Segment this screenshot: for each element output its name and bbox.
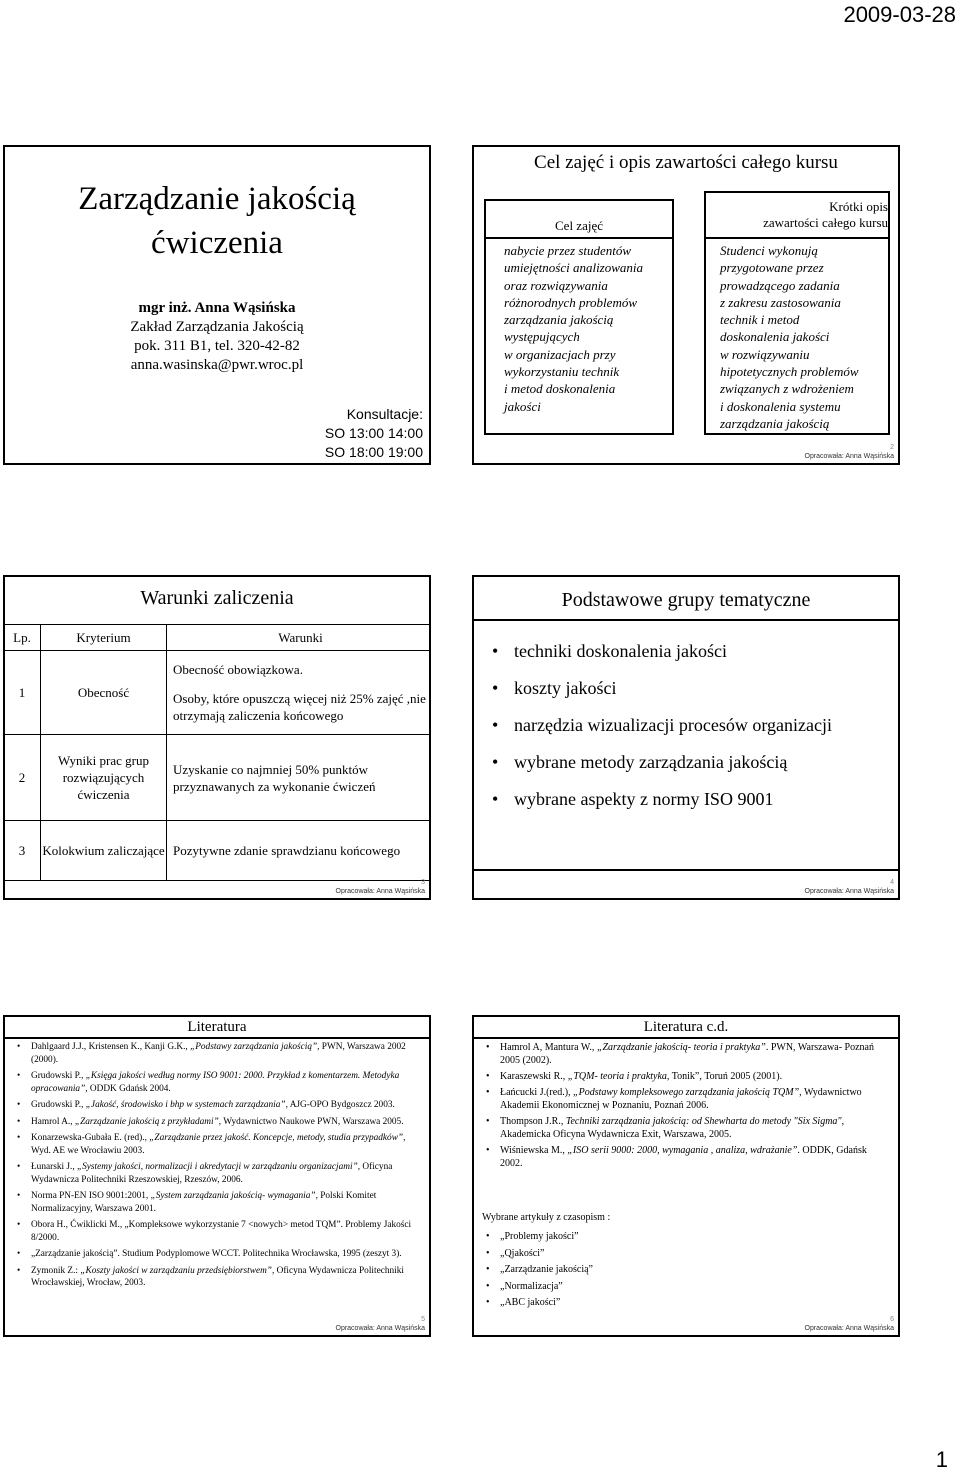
body-line: doskonalenia jakości [720, 329, 830, 345]
reference-text: , PWN, Warszawa 2002 (2000). [31, 1042, 406, 1065]
course-subtitle: ćwiczenia [151, 225, 283, 261]
column-header: Kryterium [41, 625, 167, 651]
slide-title: Podstawowe grupy tematyczne [561, 589, 811, 611]
reference-item [9, 1190, 423, 1215]
reference-item [9, 1265, 423, 1290]
reference-text: „Zarządzanie jakością”. Studium Podyplomowe WCCT. Politechnika Wrocławska, 1995 (zeszyt 3). [31, 1249, 402, 1259]
slide-number: 2 [890, 444, 894, 451]
list-item: • wybrane metody zarządzania jakością [474, 744, 898, 781]
slide-footer [336, 1315, 426, 1333]
list-item: • „ABC jakości” [478, 1295, 593, 1312]
conditions-table [3, 624, 431, 881]
reference-text: Hamrol A., [31, 1116, 75, 1127]
topic-list [474, 619, 898, 871]
footer-author: Opracowała: Anna Wąsińska [335, 1325, 425, 1332]
footer-author: Opracowała: Anna Wąsińska [335, 888, 425, 895]
reference-text: Łunarski J., [31, 1162, 77, 1172]
condition-line: Osoby, które opuszczą więcej niż 25% zajęć ,nie otrzymają zaliczenia końcowego [173, 691, 426, 723]
table-row [4, 651, 432, 735]
slide-number: 4 [890, 879, 894, 886]
page-number: 1 [935, 1447, 948, 1472]
articles-list [478, 1229, 593, 1312]
reference-text: Zymonik Z.: [31, 1265, 81, 1276]
body-line: hipotetycznych problemów [720, 364, 859, 380]
reference-title: Techniki zarządzania jakością: od Shewharta do metody "Six Sigma" [565, 1116, 842, 1127]
slide-title: Literatura [187, 1019, 247, 1035]
reference-text: Wiśniewska M., [500, 1145, 568, 1156]
reference-text: , Oficyna Wydawnicza Politechniki Rzeszowskiej, Rzeszów, 2006. [31, 1162, 393, 1185]
box-header: Cel zajęć [555, 218, 603, 233]
row-number: 3 [4, 821, 41, 881]
body-line: przygotowane przez [720, 260, 824, 276]
body-line: oraz rozwiązywania [504, 277, 608, 293]
reference-text: . PWN, Warszawa- Poznań 2005 (2002). [500, 1042, 874, 1066]
reference-list [9, 1041, 423, 1294]
body-line: w organizacjach przy [504, 346, 616, 362]
reference-title: „Zarządzanie przez jakość. Koncepcje, metody, studia przypadków” [149, 1133, 404, 1143]
reference-text: Grudowski P., [31, 1071, 86, 1081]
consult-slot: SO 18:00 19:00 [324, 444, 423, 460]
reference-item [478, 1041, 878, 1067]
box-header [706, 193, 888, 237]
reference-text: , Akademicka Oficyna Wydawnicza Exit, Warszawa, 2005. [500, 1116, 845, 1140]
body-line: i metod doskonalenia [504, 381, 616, 397]
list-item: • narzędzia wizualizacji procesów organizacji [474, 707, 898, 744]
reference-item [9, 1161, 423, 1186]
articles-heading: Wybrane artykuły z czasopism : [482, 1212, 611, 1223]
column-header: Lp. [4, 625, 41, 651]
reference-title: „Podstawy kompleksowego zarządzania jakością TQM” [573, 1087, 800, 1098]
body-line: i doskonalenia systemu [720, 398, 841, 414]
reference-text: Łańcucki J.(red.), [500, 1087, 574, 1098]
body-line: różnorodnych problemów [504, 294, 638, 310]
reference-item [9, 1041, 423, 1066]
footer-author: Opracowała: Anna Wąsińska [804, 453, 894, 460]
body-line: nabycie przez studentów [504, 243, 632, 258]
body-line: występujących [504, 329, 580, 345]
box-body [486, 237, 672, 415]
reference-item [9, 1219, 423, 1244]
reference-item [478, 1070, 878, 1083]
list-item: • wybrane aspekty z normy ISO 9001 [474, 781, 898, 818]
reference-text: , Wyd. AE we Wrocławiu 2003. [31, 1133, 406, 1156]
body-line: z zakresu zastosowania [720, 294, 841, 310]
table-row [4, 735, 432, 821]
department: Zakład Zarządzania Jakością [130, 319, 304, 335]
list-item: • techniki doskonalenia jakości [474, 633, 898, 670]
slide-footer [805, 1315, 895, 1333]
list-item: • „Zarządzanie jakością” [478, 1262, 593, 1279]
slide-number: 3 [421, 879, 425, 886]
list-item: • „Normalizacja” [478, 1279, 593, 1296]
box-header-line: Krótki opis [829, 198, 888, 214]
reference-item [478, 1144, 878, 1170]
slide-2 [472, 145, 900, 465]
row-number: 1 [4, 651, 41, 735]
list-item: • „Qjakości” [478, 1246, 593, 1263]
reference-title: „Systemy jakości, normalizacji i akredytacji w zarządzaniu organizacjami” [76, 1162, 358, 1172]
row-condition: Pozytywne zdanie sprawdzianu końcowego [167, 821, 432, 881]
row-condition [167, 651, 432, 735]
footer-author: Opracowała: Anna Wąsińska [804, 888, 894, 895]
body-line: prowadzącego zadania [720, 277, 840, 293]
reference-item [9, 1132, 423, 1157]
reference-title: „TQM- teoria i praktyka [567, 1071, 667, 1082]
author-name: mgr inż. Anna Wąsińska [138, 300, 296, 316]
box-body [706, 237, 888, 432]
title-divider [474, 1037, 898, 1039]
row-criterion: Kolokwium zaliczające [41, 821, 167, 881]
slide-5 [3, 1015, 431, 1337]
table-header-row [4, 625, 432, 651]
reference-item [9, 1070, 423, 1095]
footer-author: Opracowała: Anna Wąsińska [804, 1325, 894, 1332]
reference-title: „Zarządzanie jakością z przykładami” [74, 1116, 219, 1127]
slide-footer [336, 878, 426, 896]
course-title: Zarządzanie jakością [78, 181, 356, 217]
body-line: umiejętności analizowania [504, 260, 644, 276]
reference-title: „Zarządzanie jakością- teoria i praktyka” [596, 1042, 766, 1053]
contact-info: pok. 311 B1, tel. 320-42-82 [134, 338, 300, 354]
box-header-line: zawartości całego kursu [763, 214, 888, 230]
consult-label: Konsultacje: [346, 406, 423, 422]
row-number: 2 [4, 735, 41, 821]
column-header: Warunki [167, 625, 432, 651]
reference-item [9, 1248, 423, 1261]
row-criterion: Obecność [41, 651, 167, 735]
slide-1 [3, 145, 431, 465]
reference-item [9, 1099, 423, 1112]
reference-title: „System zarządzania jakością- wymagania” [150, 1191, 316, 1201]
reference-text: , ODDK Gdańsk 2004. [85, 1083, 171, 1094]
course-content-box [704, 191, 890, 435]
reference-title: „Koszty jakości w zarządzaniu przedsiębiorstwem”, [80, 1265, 275, 1276]
slide-number: 5 [421, 1316, 425, 1323]
body-line: wykorzystaniu technik [504, 364, 620, 380]
row-condition: Uzyskanie co najmniej 50% punktów przyznawanych za wykonanie ćwiczeń [167, 735, 432, 821]
body-line: jakości [504, 398, 541, 414]
consult-slot: SO 13:00 14:00 [324, 425, 423, 441]
email-address[interactable]: anna.wasinska@pwr.wroc.pl [130, 357, 304, 373]
reference-text: , AJG-OPO Bydgoszcz 2003. [285, 1100, 395, 1110]
body-line: Studenci wykonują [720, 243, 818, 258]
reference-text: Karaszewski R., [500, 1071, 568, 1082]
consultation-hours [325, 405, 423, 462]
reference-text: , Wydawnictwo Akademii Ekonomicznej w Poznaniu, Poznań 2006. [500, 1087, 862, 1111]
reference-text: . ODDK, Gdańsk 2002. [500, 1145, 867, 1169]
list-item: • „Problemy jakości” [478, 1229, 593, 1246]
row-criterion: Wyniki prac grup rozwiązujących ćwiczenia [41, 735, 167, 821]
reference-title: „ISO serii 9000: 2000, wymagania , analiza, wdrażanie” [567, 1145, 798, 1156]
slide-footer [805, 878, 895, 896]
reference-text: Grudowski P., [31, 1100, 86, 1110]
body-line: zarządzania jakością [720, 415, 830, 431]
author-block [5, 299, 429, 375]
slide-title: Warunki zaliczenia [140, 587, 294, 609]
body-line: w rozwiązywaniu [720, 346, 810, 362]
body-line: technik i metod [720, 312, 800, 328]
reference-title: „Jakość, środowisko i bhp w systemach zarządzania” [85, 1100, 286, 1110]
body-line: zarządzania jakością [504, 312, 614, 328]
reference-title: „Księga jakości według normy ISO 9001: 2000. Przykład z komentarzem. Metodyka opracowania” [31, 1071, 400, 1094]
reference-text: , Tonik”, Toruń 2005 (2001). [666, 1071, 783, 1082]
reference-text: Konarzewska-Gubała E. (red)., [31, 1133, 150, 1143]
slide-number: 6 [890, 1316, 894, 1323]
condition-line: Obecność obowiązkowa. [173, 662, 303, 677]
reference-title: „Podstawy zarządzania jakością” [190, 1042, 318, 1052]
course-goal-box [484, 199, 674, 435]
slide-4 [472, 575, 900, 900]
reference-text: , Polski Komitet Normalizacyjny, Warszawa 2001. [31, 1191, 377, 1214]
reference-item [9, 1116, 423, 1129]
reference-text: Norma PN-EN ISO 9001:2001, [31, 1191, 151, 1201]
slide-title: Cel zajęć i opis zawartości całego kursu [534, 152, 838, 173]
reference-item [478, 1115, 878, 1141]
reference-list [478, 1041, 878, 1173]
reference-text: Hamrol A, Mantura W., [500, 1042, 597, 1053]
page-date: 2009-03-28 [843, 2, 956, 27]
slide-6 [472, 1015, 900, 1337]
slide-title: Literatura c.d. [643, 1019, 729, 1035]
reference-item [478, 1086, 878, 1112]
slide-footer [805, 443, 895, 461]
body-line: związanych z wdrożeniem [720, 381, 854, 397]
slide-title [5, 177, 429, 265]
table-row [4, 821, 432, 881]
reference-text: Thompson J.R., [500, 1116, 566, 1127]
list-item: • koszty jakości [474, 670, 898, 707]
title-divider [5, 1037, 429, 1039]
reference-text: Oficyna Wydawnicza Politechniki Wrocławskiej, Wrocław, 2003. [31, 1265, 404, 1288]
reference-text: Obora H., Ćwiklicki M., „Kompleksowe wykorzystanie 7 <nowych> metod TQM”. Problemy Jakości 8/2000. [31, 1220, 412, 1243]
slide-3 [3, 575, 431, 900]
reference-text: Dahlgaard J.J., Kristensen K., Kanji G.K., [31, 1042, 191, 1052]
reference-text: , Wydawnictwo Naukowe PWN, Warszawa 2005. [218, 1116, 404, 1127]
